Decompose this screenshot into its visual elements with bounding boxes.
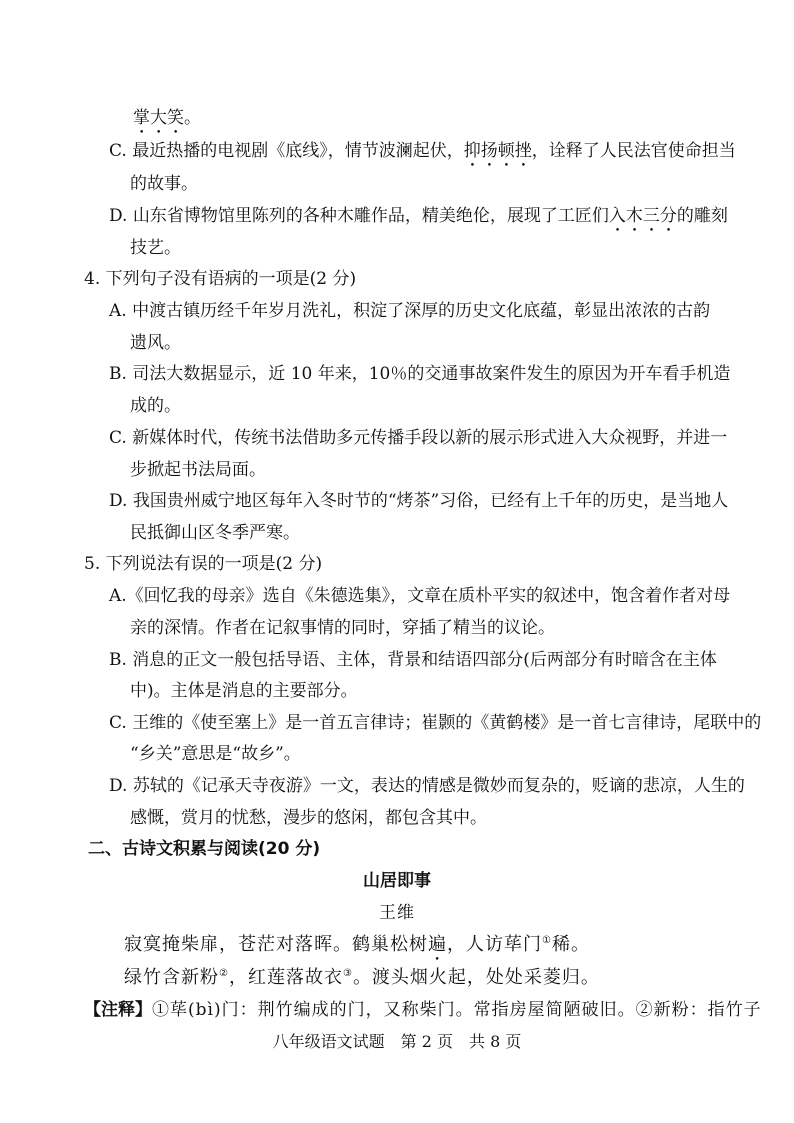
- annotation-text: ①荜(bì)门：荆竹编成的门，又称柴门。常指房屋简陋破旧。②新粉：指竹子: [152, 1000, 762, 1020]
- q4-option-c-line2: 步掀起书法局面。: [130, 460, 266, 480]
- section-heading: 二、古诗文积累与阅读(20 分): [88, 839, 321, 859]
- annotation-line: [84, 998, 762, 1022]
- poem-l1-b: ，人访荜门: [447, 934, 542, 955]
- footnote-marker-3: ③: [342, 968, 353, 979]
- poem-l1-a: 寂寞掩柴扉，苍茫对落晖。鹤巢松树: [124, 934, 428, 955]
- q4-option-a-line1: A. 中渡古镇历经千年岁月洗礼，积淀了深厚的历史文化底蕴，彰显出浓浓的古韵: [109, 301, 711, 321]
- poem-author: 王维: [379, 903, 415, 923]
- q5-option-b-line1: B. 消息的正文一般包括导语、主体，背景和结语四部分(后两部分有时暗含在主体: [109, 650, 717, 670]
- poem-l1-dotted-char: 遍: [428, 934, 447, 955]
- q4-stem: 4. 下列句子没有语病的一项是(2 分): [84, 269, 357, 289]
- q3-d-pre: D. 山东省博物馆里陈列的各种木雕作品，精美绝伦，展现了工匠们: [109, 206, 609, 226]
- q3-option-d-line1: [109, 204, 728, 236]
- q3-option-b-tail: [133, 106, 201, 138]
- q3-d-dotted-term: 入木三分: [608, 206, 677, 226]
- q3-option-c-line1: [109, 139, 736, 171]
- footnote-marker-1: ①: [542, 935, 552, 946]
- q3-c-dotted-term: 抑扬顿挫: [463, 141, 532, 161]
- q3-c-post: ，诠释了人民法官使命担当: [531, 141, 736, 161]
- q5-option-a-line1: A.《回忆我的母亲》选自《朱德选集》，文章在质朴平实的叙述中，饱含着作者对母: [109, 586, 731, 606]
- annotation-label: 【注释】: [84, 1000, 152, 1020]
- q3-b-tail-text: 掌大笑。: [133, 108, 201, 128]
- q4-option-b-line2: 成的。: [130, 396, 181, 416]
- q3-option-d-line2: 技艺。: [130, 238, 181, 258]
- q3-d-post: 的雕刻: [676, 206, 728, 226]
- page-footer: 八年级语文试题 第 2 页 共 8 页: [272, 1032, 522, 1051]
- q4-option-a-line2: 遗风。: [130, 333, 181, 353]
- q3-option-c-line2: 的故事。: [130, 174, 198, 194]
- q5-option-d-line2: 感慨，赏月的忧愁，漫步的悠闲，都包含其中。: [130, 808, 487, 828]
- q5-option-b-line2: 中)。主体是消息的主要部分。: [130, 681, 358, 701]
- q4-option-d-line1: D. 我国贵州威宁地区每年入冬时节的“烤茶”习俗，已经有上千年的历史，是当地人: [109, 491, 729, 511]
- poem-l2-a: 绿竹含新粉: [124, 967, 219, 988]
- poem-l2-b: ，红莲落故衣: [228, 967, 343, 988]
- q3-c-pre: C. 最近热播的电视剧《底线》，情节波澜起伏，: [109, 141, 464, 161]
- q4-option-d-line2: 民抵御山区冬季严寒。: [130, 523, 300, 543]
- poem-title: 山居即事: [363, 871, 431, 891]
- poem-line-1: [124, 933, 590, 965]
- poem-line-2: [124, 966, 600, 990]
- q5-option-a-line2: 亲的深情。作者在记叙事情的同时，穿插了精当的议论。: [130, 618, 555, 638]
- q4-option-c-line1: C. 新媒体时代，传统书法借助多元传播手段以新的展示形式进入大众视野，并进一: [109, 428, 728, 448]
- q5-stem: 5. 下列说法有误的一项是(2 分): [84, 554, 323, 574]
- q4-option-b-line1: B. 司法大数据显示，近 10 年来，10％的交通事故案件发生的原因为开车看手机造: [109, 364, 731, 384]
- footnote-marker-2: ②: [219, 968, 229, 979]
- poem-l1-c: 稀。: [551, 934, 590, 955]
- q5-option-c-line2: “乡关”意思是“故乡”。: [130, 744, 301, 764]
- q5-option-c-line1: C. 王维的《使至塞上》是一首五言律诗；崔颢的《黄鹤楼》是一首七言律诗，尾联中的: [109, 713, 762, 733]
- poem-l2-c: 。渡头烟火起，处处采菱归。: [352, 967, 600, 988]
- q5-option-d-line1: D. 苏轼的《记承天寺夜游》一文，表达的情感是微妙而复杂的，贬谪的悲凉，人生的: [109, 776, 745, 796]
